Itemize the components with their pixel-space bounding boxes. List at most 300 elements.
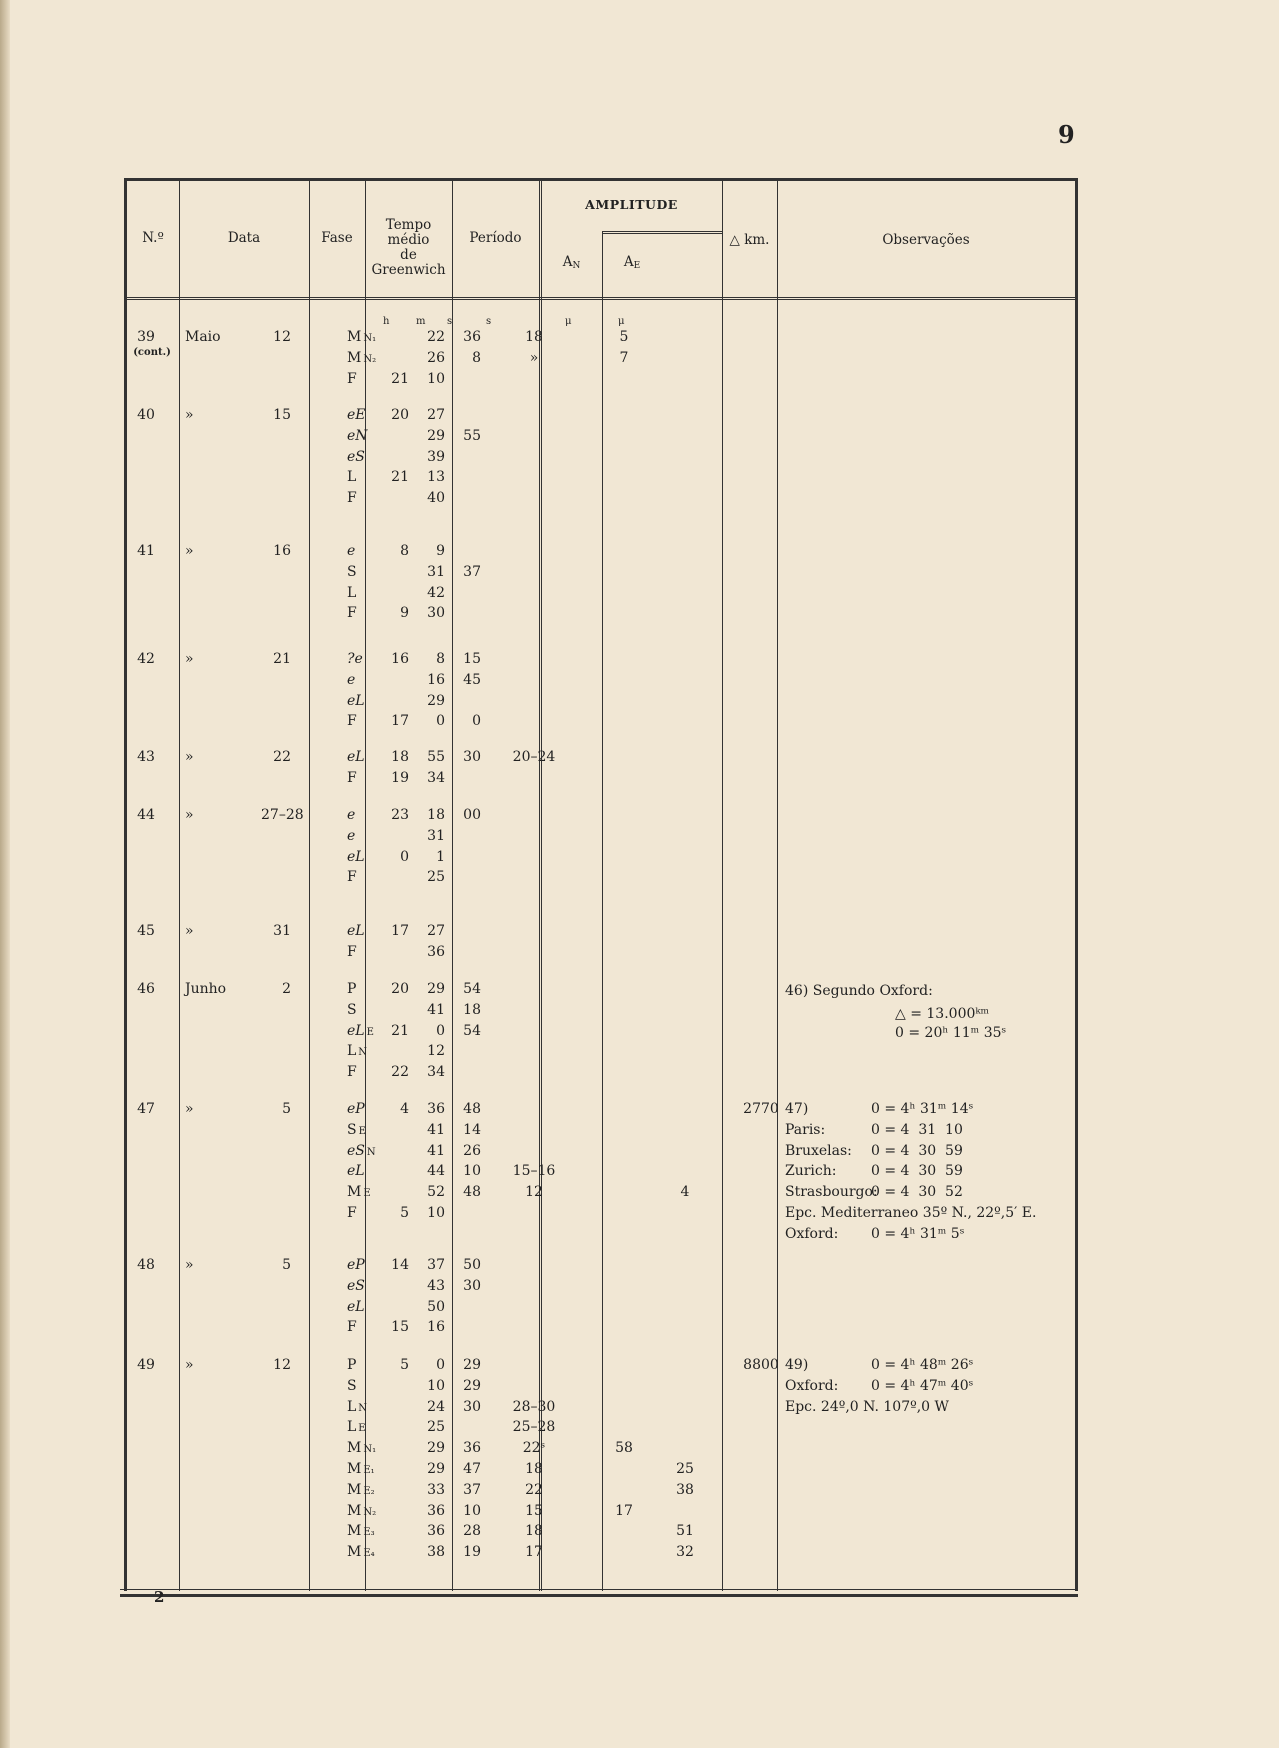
time-hours: 5 [400,1357,409,1373]
phase-code: eE [347,407,366,423]
time-seconds: 10 [463,1503,481,1519]
time-minutes: 30 [427,605,445,621]
phase-code: M [347,1184,362,1200]
phase [347,447,399,467]
period: » [529,350,539,366]
time-minutes: 29 [427,428,445,444]
time-hours: 0 [400,849,409,865]
time-minutes: 12 [427,1043,445,1059]
date-month: » [185,749,194,765]
observation-label: Oxford: [785,1226,839,1242]
time-minutes: 38 [427,1544,445,1560]
time-minutes: 42 [427,585,445,601]
hdr-no: N.º [142,230,164,246]
phase-code: eL [347,1163,365,1179]
time-minutes: 10 [427,1378,445,1394]
entry-number: 48 [137,1257,155,1273]
phase [347,1297,399,1317]
phase-component: E₃ [363,1527,375,1538]
footer-mark: 2 [154,1588,165,1606]
amplitude-rule [602,231,723,234]
date-month: » [185,651,194,667]
phase [347,1438,399,1460]
hdr-ae [602,255,662,274]
phase-code: eL [347,1023,365,1039]
phase [347,826,399,846]
amplitude-e: 4 [680,1184,690,1200]
phase-code: M [347,329,362,345]
amplitude-n: 58 [615,1440,633,1456]
amplitude-e: 25 [676,1461,694,1477]
time-hours: 5 [400,1205,409,1221]
observation-line [785,1120,1065,1140]
observation-line [785,1224,1065,1244]
time-minutes: 44 [427,1163,445,1179]
phase-code: eP [347,1257,365,1273]
entry-number: 42 [137,651,155,667]
distance-km: 2770 [743,1101,779,1117]
phase [347,1480,399,1502]
observation-label: Paris: [785,1122,826,1138]
time-minutes: 10 [427,1205,445,1221]
time-minutes: 25 [427,1419,445,1435]
time-seconds: 0 [472,713,481,729]
time-seconds: 8 [472,350,481,366]
time-minutes: 36 [427,1503,445,1519]
time-hours: 19 [391,770,409,786]
observation-label: Zurich: [785,1163,837,1179]
date-month: Junho [185,981,227,997]
observation-label: Bruxelas: [785,1143,852,1159]
phase-code: F [347,1319,357,1335]
phase [347,942,399,962]
phase-component: N [366,1147,376,1158]
observation-value: 0 = 4ʰ 31ᵐ 14ˢ [871,1101,974,1117]
time-minutes: 24 [427,1399,445,1415]
time-minutes: 0 [436,1357,445,1373]
hdr-fase: Fase [321,230,353,246]
observation-line [785,1099,1065,1119]
time-hours: 21 [391,469,409,485]
phase-component: E [358,1423,366,1434]
entry-number: 49 [137,1357,155,1373]
time-hours: 20 [391,981,409,997]
phase-code: F [347,770,357,786]
phase-code: eL [347,1299,365,1315]
phase-code: F [347,869,357,885]
date-month: » [185,407,194,423]
phase-code: eL [347,849,365,865]
observation-line: 46) Segundo Oxford: [785,983,933,999]
unit-s: s [447,316,453,327]
phase [347,1182,399,1204]
time-minutes: 34 [427,1064,445,1080]
time-minutes: 41 [427,1143,445,1159]
observation-label: Strasbourgo: [785,1184,878,1200]
col-divider [602,231,603,1591]
page-edge [0,0,10,1748]
time-seconds: 48 [463,1101,481,1117]
phase-code: F [347,605,357,621]
observation-label: Epc. 24º,0 N. 107º,0 W [785,1399,949,1415]
date-month: » [185,1357,194,1373]
time-seconds: 37 [463,564,481,580]
date-day: 2 [282,981,291,997]
period: 15–16 [512,1163,556,1179]
time-seconds: 30 [463,749,481,765]
observation-value: 0 = 4ʰ 47ᵐ 40ˢ [871,1378,974,1394]
time-minutes: 10 [427,371,445,387]
time-minutes: 16 [427,672,445,688]
time-seconds: 48 [463,1184,481,1200]
phase-code: L [347,469,357,485]
col-divider [777,181,778,1591]
time-seconds: 54 [463,981,481,997]
hdr-an [541,255,602,274]
time-seconds: 18 [463,1002,481,1018]
time-seconds: 30 [463,1399,481,1415]
period: 15 [525,1503,543,1519]
phase-component: N₁ [363,333,377,344]
time-minutes: 8 [436,651,445,667]
observation-label: 49) [785,1357,809,1373]
date-month: » [185,543,194,559]
time-minutes: 36 [427,1523,445,1539]
phase-code: P [347,1357,357,1373]
entry-number: 47 [137,1101,155,1117]
time-hours: 8 [400,543,409,559]
time-seconds: 28 [463,1523,481,1539]
unit-ae: μ [618,316,625,327]
amplitude-e: 38 [676,1482,694,1498]
hdr-tempo [365,218,452,278]
date-day: 5 [282,1257,291,1273]
observation-line [785,1376,1065,1396]
time-hours: 23 [391,807,409,823]
period: 22 [525,1482,543,1498]
phase-component: N₂ [363,354,377,365]
phase-code: M [347,1503,362,1519]
date-day: 15 [273,407,291,423]
date-day: 31 [273,923,291,939]
phase-code: M [347,1544,362,1560]
phase-code: M [347,1482,362,1498]
unit-periodo: s [486,316,492,327]
hdr-data: Data [227,230,261,246]
phase [347,670,399,690]
observation-line [785,1355,1065,1375]
hdr-obs: Observações [882,232,970,248]
time-seconds: 36 [463,1440,481,1456]
time-seconds: 45 [463,672,481,688]
time-minutes: 52 [427,1184,445,1200]
date-month: » [185,1101,194,1117]
phase-component: E [363,1188,371,1199]
entry-number: 43 [137,749,155,765]
hdr-tempo-2: de [400,247,417,263]
phase-code: eL [347,923,365,939]
time-seconds: 55 [463,428,481,444]
phase-code: F [347,371,357,387]
phase-component: N [358,1403,368,1414]
entry-number: 41 [137,543,155,559]
phase [347,1000,399,1020]
time-hours: 21 [391,1023,409,1039]
period: 18 [525,329,543,345]
phase [347,327,399,349]
time-minutes: 50 [427,1299,445,1315]
observation-value: 0 = 4ʰ 31ᵐ 5ˢ [871,1226,965,1242]
time-minutes: 22 [427,329,445,345]
observation-line [785,1141,1065,1161]
time-seconds: 10 [463,1163,481,1179]
phase-component: N [358,1047,368,1058]
phase-code: e [347,672,356,688]
time-minutes: 29 [427,1461,445,1477]
phase-component: E₂ [363,1486,375,1497]
time-minutes: 36 [427,1101,445,1117]
observation-line: 0 = 20ʰ 11ᵐ 35ˢ [895,1025,1007,1041]
phase-code: eS [347,1143,365,1159]
time-minutes: 0 [436,1023,445,1039]
hdr-tempo-3: Greenwich [371,262,446,278]
phase-code: ?e [347,651,363,667]
time-minutes: 16 [427,1319,445,1335]
phase-component: E [366,1027,374,1038]
amplitude-n: 5 [619,329,629,345]
time-minutes: 0 [436,713,445,729]
time-seconds: 30 [463,1278,481,1294]
time-seconds: 50 [463,1257,481,1273]
period: 18 [525,1523,543,1539]
phase-code: S [347,1002,357,1018]
time-minutes: 31 [427,828,445,844]
period: 20–24 [512,749,556,765]
col-divider [179,181,180,1591]
page-number: 9 [1058,120,1075,149]
time-minutes: 18 [427,807,445,823]
phase-code: M [347,1461,362,1477]
time-minutes: 40 [427,490,445,506]
date-day: 5 [282,1101,291,1117]
col-divider [722,181,723,1591]
time-seconds: 14 [463,1122,481,1138]
phase-code: M [347,1523,362,1539]
entry-number: 44 [137,807,155,823]
period: 28–30 [512,1399,556,1415]
time-minutes: 55 [427,749,445,765]
time-minutes: 33 [427,1482,445,1498]
phase [347,1376,399,1396]
phase [347,1161,399,1181]
phase-code: eL [347,749,365,765]
phase-code: S [347,564,357,580]
time-minutes: 9 [436,543,445,559]
observation-value: 0 = 4 30 59 [871,1163,963,1179]
time-minutes: 37 [427,1257,445,1273]
time-minutes: 26 [427,350,445,366]
time-seconds: 36 [463,329,481,345]
time-seconds: 47 [463,1461,481,1477]
time-seconds: 37 [463,1482,481,1498]
unit-an: μ [565,316,572,327]
hdr-amplitude: AMPLITUDE [585,197,678,212]
phase [347,1276,399,1296]
seismic-table [124,178,1078,1591]
time-hours: 21 [391,371,409,387]
phase [347,1542,399,1564]
hdr-km: △ km. [729,232,770,248]
time-minutes: 29 [427,981,445,997]
amplitude-n: 17 [615,1503,633,1519]
hdr-ae-sub: E [633,261,641,271]
date-day: 16 [273,543,291,559]
hdr-an-letter: A [562,254,573,270]
date-month: Maio [185,329,221,345]
time-minutes: 31 [427,564,445,580]
phase-code: e [347,828,356,844]
time-seconds: 26 [463,1143,481,1159]
phase [347,1141,399,1163]
period: 18 [525,1461,543,1477]
date-day: 22 [273,749,291,765]
unit-m: m [416,316,426,327]
phase-code: L [347,1043,357,1059]
entry-number: 39 [137,329,155,345]
phase-component: E [358,1126,366,1137]
time-minutes: 41 [427,1002,445,1018]
phase-code: eL [347,693,365,709]
time-minutes: 34 [427,770,445,786]
date-day: 12 [273,329,291,345]
observation-line [785,1397,1065,1417]
phase [347,583,399,603]
time-hours: 14 [391,1257,409,1273]
phase-code: eS [347,1278,365,1294]
observation-value: 0 = 4 31 10 [871,1122,963,1138]
time-seconds: 29 [463,1357,481,1373]
phase-code: eP [347,1101,365,1117]
time-hours: 16 [391,651,409,667]
phase-code: F [347,490,357,506]
phase-code: F [347,713,357,729]
phase [347,1120,399,1142]
phase-code: eS [347,449,365,465]
phase-code: e [347,543,356,559]
phase-code: P [347,981,357,997]
time-minutes: 41 [427,1122,445,1138]
time-seconds: 54 [463,1023,481,1039]
phase [347,488,399,508]
continued-mark: (cont.) [133,347,171,358]
date-day: 12 [273,1357,291,1373]
phase [347,1397,399,1419]
entry-number: 46 [137,981,155,997]
phase-code: S [347,1122,357,1138]
phase [347,867,399,887]
amplitude-e: 32 [676,1544,694,1560]
entry-number: 40 [137,407,155,423]
phase-code: M [347,350,362,366]
distance-km: 8800 [743,1357,779,1373]
observation-label: Oxford: [785,1378,839,1394]
phase-code: F [347,1064,357,1080]
header-rule [127,297,1075,300]
date-month: » [185,1257,194,1273]
date-month: » [185,807,194,823]
col-divider [541,181,542,1591]
phase-component: N₁ [363,1444,377,1455]
hdr-ae-letter: A [623,254,634,270]
phase-code: L [347,1399,357,1415]
phase-code: e [347,807,356,823]
time-hours: 18 [391,749,409,765]
amplitude-n: 7 [619,350,629,366]
date-day: 27–28 [261,807,304,823]
phase-code: L [347,585,357,601]
phase-code: eN [347,428,368,444]
observation-value: 0 = 4ʰ 48ᵐ 26ˢ [871,1357,974,1373]
phase [347,691,399,711]
time-hours: 15 [391,1319,409,1335]
observation-line: △ = 13.000ᵏᵐ [895,1006,990,1022]
observation-value: 0 = 4 30 59 [871,1143,963,1159]
phase [347,1041,399,1063]
phase-code: L [347,1419,357,1435]
time-seconds: 19 [463,1544,481,1560]
phase-code: F [347,1205,357,1221]
date-day: 21 [273,651,291,667]
period: 25–28 [512,1419,556,1435]
time-minutes: 1 [436,849,445,865]
period: 22ˢ [522,1440,546,1456]
phase-code: F [347,944,357,960]
time-hours: 20 [391,407,409,423]
period: 12 [525,1184,543,1200]
entry-number: 45 [137,923,155,939]
time-seconds: 00 [463,807,481,823]
phase-component: N₂ [363,1507,377,1518]
observation-label: Epc. Mediterraneo 35º N., 22º,5′ E. [785,1205,1037,1221]
time-minutes: 29 [427,693,445,709]
phase [347,1459,399,1481]
hdr-periodo: Período [469,230,522,246]
time-minutes: 13 [427,469,445,485]
time-hours: 17 [391,713,409,729]
time-seconds: 15 [463,651,481,667]
phase [347,426,399,446]
phase-code: M [347,1440,362,1456]
observation-line [785,1182,1065,1202]
time-minutes: 43 [427,1278,445,1294]
hdr-an-sub: N [572,261,581,271]
phase [347,1417,399,1439]
time-hours: 22 [391,1064,409,1080]
phase-code: S [347,1378,357,1394]
time-minutes: 27 [427,923,445,939]
observation-value: 0 = 4 30 52 [871,1184,963,1200]
phase-component: E₄ [363,1548,375,1559]
observation-line [785,1203,1065,1223]
observation-line [785,1161,1065,1181]
time-minutes: 29 [427,1440,445,1456]
time-hours: 4 [400,1101,409,1117]
time-minutes: 39 [427,449,445,465]
hdr-tempo-1: Tempo médio [385,217,432,248]
time-minutes: 27 [427,407,445,423]
phase-component: E₁ [363,1465,375,1476]
amplitude-e: 51 [676,1523,694,1539]
